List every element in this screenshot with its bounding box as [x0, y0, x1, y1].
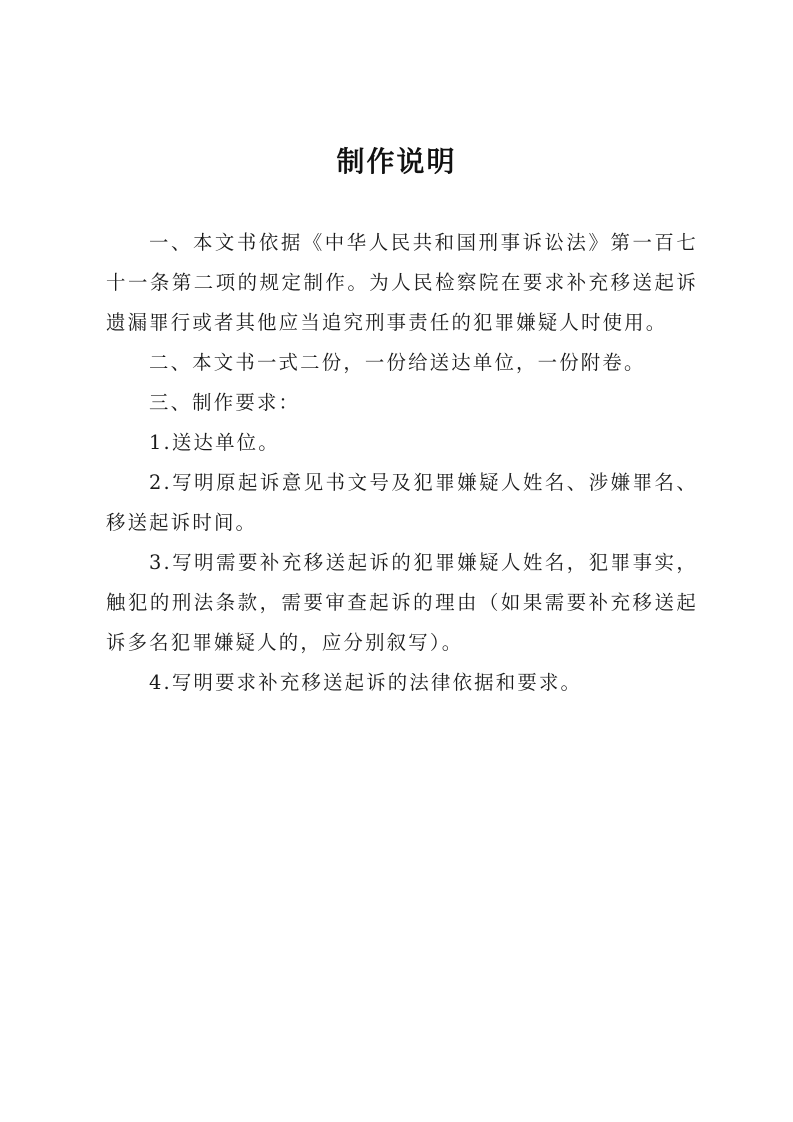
- requirement-item-4: 4.写明要求补充移送起诉的法律依据和要求。: [149, 671, 583, 694]
- requirement-item-1: 1.送达单位。: [149, 431, 280, 454]
- paragraph-requirements-heading: 三、制作要求：: [149, 391, 301, 414]
- paragraph-copies: 二、本文书一式二份，一份给送达单位，一份附卷。: [149, 351, 646, 374]
- requirement-item-2: 2.写明原起诉意见书文号及犯罪嫌疑人姓名、涉嫌罪名、移送起诉时间。: [106, 471, 698, 534]
- paragraph-basis: 一、本文书依据《中华人民共和国刑事诉讼法》第一百七十一条第二项的规定制作。为人民检察院在要求补充移送起诉遗漏罪行或者其他应当追究刑事责任的犯罪嫌疑人时使用。: [106, 231, 698, 334]
- document-title: 制作说明: [336, 145, 457, 178]
- document-body: [106, 223, 698, 703]
- requirement-item-3: 3.写明需要补充移送起诉的犯罪嫌疑人姓名，犯罪事实，触犯的刑法条款，需要审查起诉的理由（如果需要补充移送起诉多名犯罪嫌疑人的，应分别叙写）。: [106, 551, 698, 654]
